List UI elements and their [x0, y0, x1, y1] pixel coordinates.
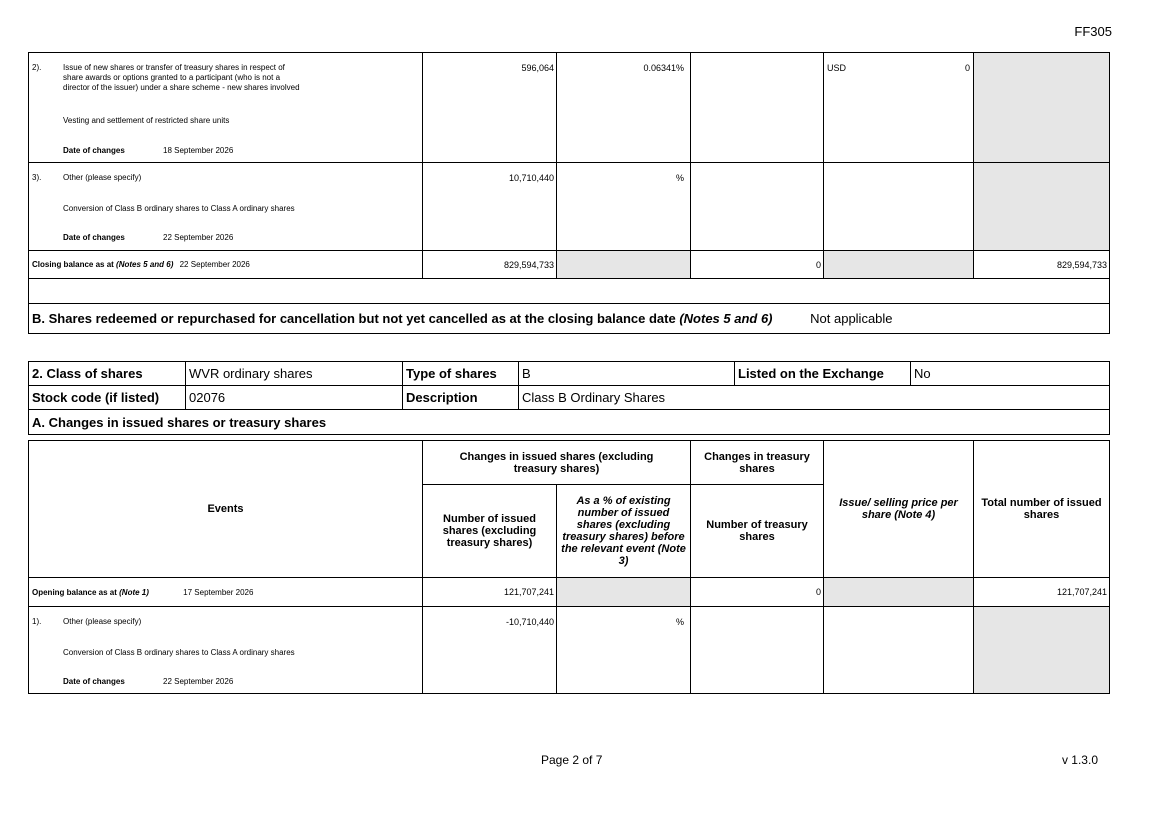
page-number: Page 2 of 7 — [541, 753, 603, 767]
event-1-cell — [29, 607, 423, 694]
event-2-date-label: Date of changes — [63, 146, 125, 155]
class-of-shares-value: WVR ordinary shares — [186, 362, 403, 386]
stock-code-label: Stock code (if listed) — [29, 386, 186, 410]
event-1-detail: Conversion of Class B ordinary shares to Class A ordinary shares — [63, 648, 295, 657]
closing-balance-total: 829,594,733 — [974, 251, 1110, 279]
price-header: Issue/ selling price per share (Note 4) — [824, 441, 974, 578]
event-1-percent: % — [557, 607, 691, 694]
changes-issued-header: Changes in issued shares (excluding treasury shares) — [423, 441, 691, 485]
event-row-1 — [29, 607, 1110, 694]
type-of-shares-value: B — [519, 362, 735, 386]
closing-balance-price — [824, 251, 974, 279]
event-2-price-value: 0 — [964, 63, 970, 73]
version: v 1.3.0 — [1061, 753, 1098, 767]
num-issued-header: Number of issued shares (excluding treasury shares) — [423, 485, 557, 578]
closing-balance-treasury: 0 — [691, 251, 824, 279]
type-of-shares-label: Type of shares — [403, 362, 519, 386]
section-a-heading: A. Changes in issued shares or treasury shares — [29, 410, 1110, 435]
event-3-treasury — [691, 163, 824, 251]
description-label: Description — [403, 386, 519, 410]
event-1-index: 1). — [32, 617, 42, 626]
opening-balance-treasury: 0 — [691, 578, 824, 607]
section-b-value: Not applicable — [810, 311, 893, 326]
description-value: Class B Ordinary Shares — [519, 386, 1110, 410]
listed-value: No — [911, 362, 1110, 386]
event-1-number: -10,710,440 — [423, 607, 557, 694]
section-b-cell: B. Shares redeemed or repurchased for cancellation but not yet cancelled as at the closing balance date (Notes 5 and 6) Not applicable — [29, 304, 1110, 334]
event-row-2 — [29, 53, 1110, 163]
opening-balance-total: 121,707,241 — [974, 578, 1110, 607]
total-header: Total number of issued shares — [974, 441, 1110, 578]
changes-table-class1 — [28, 52, 1110, 334]
event-1-price — [824, 607, 974, 694]
stock-code-value: 02076 — [186, 386, 403, 410]
event-2-treasury — [691, 53, 824, 163]
events-header: Events — [29, 441, 423, 578]
event-3-number: 10,710,440 — [423, 163, 557, 251]
opening-balance-row — [29, 578, 1110, 607]
form-code: FF305 — [1074, 24, 1112, 39]
event-1-description: Other (please specify) — [63, 617, 142, 626]
changes-table-class2 — [28, 440, 1110, 694]
listed-label: Listed on the Exchange — [735, 362, 911, 386]
event-2-cell — [29, 53, 423, 163]
opening-balance-price — [824, 578, 974, 607]
class2-header-table — [28, 361, 1110, 435]
opening-balance-label: Opening balance as at (Note 1) 17 September 2026 — [29, 578, 423, 607]
event-2-price — [824, 53, 974, 163]
event-3-detail: Conversion of Class B ordinary shares to Class A ordinary shares — [63, 204, 295, 213]
closing-balance-row — [29, 251, 1110, 279]
pct-existing-header: As a % of existing number of issued shares (excluding treasury shares) before the relevant event (Note 3) — [557, 485, 691, 578]
stock-code-row — [29, 386, 1110, 410]
spacer-row — [29, 279, 1110, 304]
class-row — [29, 362, 1110, 386]
section-b-row — [29, 304, 1110, 334]
event-3-date-label: Date of changes — [63, 233, 125, 242]
event-2-index: 2). — [32, 63, 42, 72]
event-1-date-label: Date of changes — [63, 677, 125, 686]
closing-balance-issued: 829,594,733 — [423, 251, 557, 279]
num-treasury-header: Number of treasury shares — [691, 485, 824, 578]
changes-treasury-header: Changes in treasury shares — [691, 441, 824, 485]
event-row-3 — [29, 163, 1110, 251]
section-a-row — [29, 410, 1110, 435]
opening-balance-pct — [557, 578, 691, 607]
event-2-number: 596,064 — [423, 53, 557, 163]
event-1-treasury — [691, 607, 824, 694]
event-3-total — [974, 163, 1110, 251]
event-2-total — [974, 53, 1110, 163]
class-of-shares-label: 2. Class of shares — [29, 362, 186, 386]
event-1-date: 22 September 2026 — [163, 677, 234, 686]
event-3-price — [824, 163, 974, 251]
header-row-1 — [29, 441, 1110, 485]
closing-balance-pct — [557, 251, 691, 279]
event-1-total — [974, 607, 1110, 694]
event-3-description: Other (please specify) — [63, 173, 142, 182]
event-2-percent: 0.06341 % — [557, 53, 691, 163]
closing-balance-label: Closing balance as at (Notes 5 and 6) 22 September 2026 — [29, 251, 423, 279]
event-3-date: 22 September 2026 — [163, 233, 234, 242]
event-2-currency: USD — [827, 63, 847, 73]
event-3-cell — [29, 163, 423, 251]
event-2-description: Issue of new shares or transfer of treasury shares in respect of share awards or options granted to a participant (who is not a director of the issuer) under a share scheme - new shares involved — [63, 63, 300, 92]
event-3-index: 3). — [32, 173, 42, 182]
event-2-date: 18 September 2026 — [163, 146, 234, 155]
opening-balance-issued: 121,707,241 — [423, 578, 557, 607]
event-2-detail: Vesting and settlement of restricted share units — [63, 116, 230, 125]
event-3-percent: % — [557, 163, 691, 251]
